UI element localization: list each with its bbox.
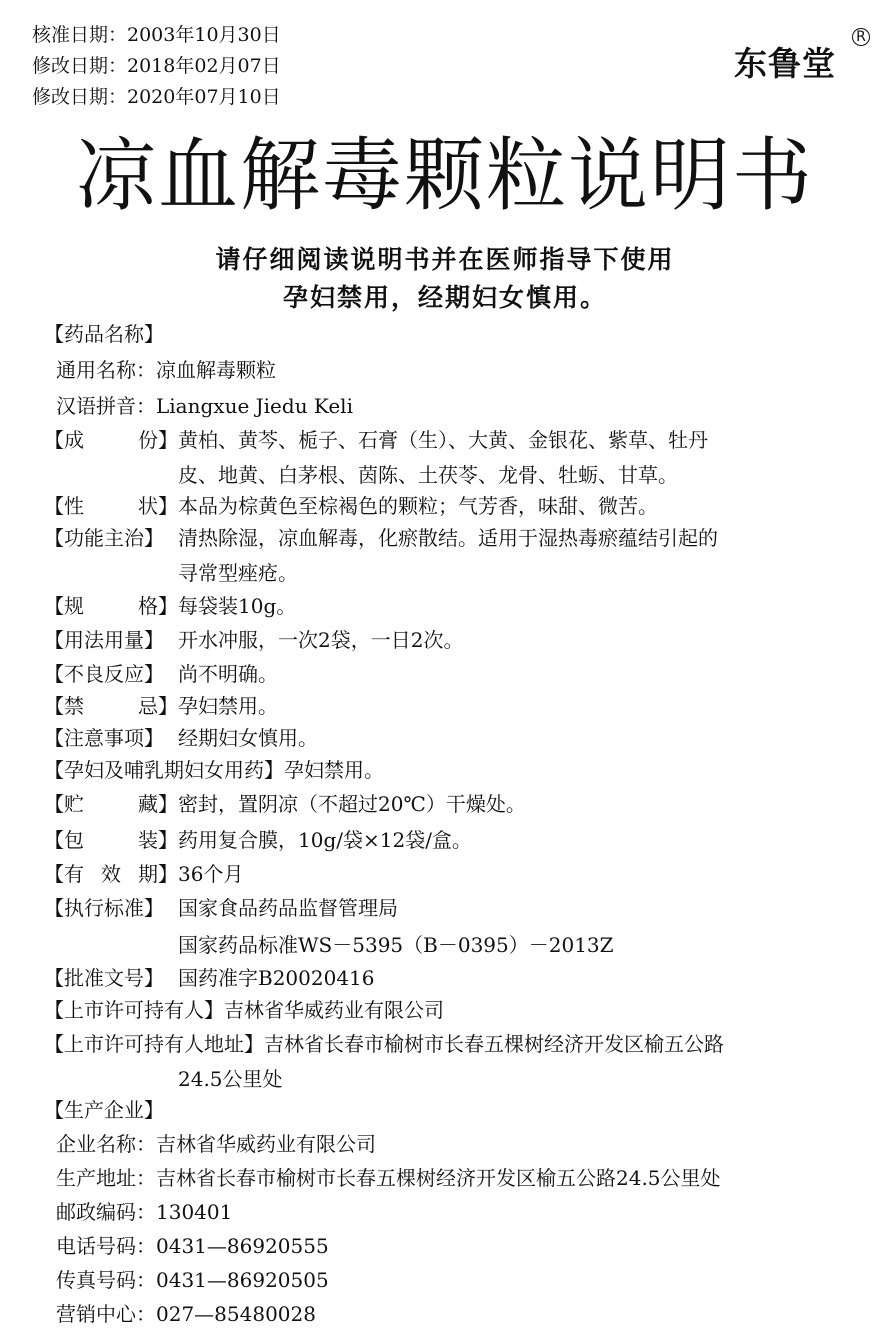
section-dosage [44,624,864,653]
spec-label: 【规 格】 [44,594,178,618]
section-spec [44,590,864,619]
contraindications-value: 孕妇禁用。 [178,694,278,718]
pinyin-name: 汉语拼音：Liangxue Jiedu Keli [56,394,353,418]
pregnancy-label: 【孕妇及哺乳期妇女用药】 [44,758,284,782]
contraindications-label: 【禁 忌】 [44,694,178,718]
manufacturer-company: 企业名称：吉林省华威药业有限公司 [56,1132,376,1156]
page-title: 凉血解毒颗粒说明书 [76,129,814,222]
standard-label: 【执行标准】 [44,896,164,920]
precautions-value: 经期妇女慎用。 [178,726,318,750]
approval-dates [32,20,281,113]
holder-label: 【上市许可持有人】 [44,998,224,1022]
dosage-value: 开水冲服，一次2袋，一日2次。 [178,628,464,652]
manufacturer-address: 生产地址：吉林省长春市榆树市长春五棵树经济开发区榆五公路24.5公里处 [56,1166,721,1190]
generic-name: 通用名称：凉血解毒颗粒 [56,358,276,382]
revision-date-1: 修改日期：2018年02月07日 [32,55,281,77]
holder-address-line2: 24.5公里处 [178,1067,283,1091]
section-indications [44,522,864,586]
manufacturer-postcode: 邮政编码：130401 [56,1200,233,1224]
pregnancy-value: 孕妇禁用。 [284,758,384,782]
section-storage [44,788,864,817]
package-value: 药用复合膜，10g/袋×12袋/盒。 [178,828,472,852]
ingredients-value: 黄柏、黄芩、栀子、石膏（生）、大黄、金银花、紫草、牡丹 皮、地黄、白茅根、茵陈、土茯苓、龙骨、牡蛎、甘草。 [178,428,708,487]
storage-label: 【贮 藏】 [44,792,178,816]
indications-label: 【功能主治】 [44,526,164,550]
adverse-label: 【不良反应】 [44,662,164,686]
section-validity [44,858,864,887]
validity-label: 【有 效 期】 [44,862,178,886]
manufacturer-phone: 电话号码：0431—86920555 [56,1234,329,1258]
section-ingredients [44,424,864,488]
warning-line-2: 孕妇禁用，经期妇女慎用。 [282,283,607,312]
section-standard [44,892,864,958]
section-package [44,824,864,853]
section-name-heading: 【药品名称】 [44,322,164,346]
ingredients-label: 【成 份】 [44,428,178,452]
holder-address-label: 【上市许可持有人地址】 [44,1032,264,1056]
section-properties [44,490,864,519]
package-label: 【包 装】 [44,828,178,852]
section-holder [44,994,864,1023]
spec-value: 每袋装10g。 [178,594,297,618]
section-manufacturer-heading: 【生产企业】 [44,1098,164,1122]
warning-line-1: 请仔细阅读说明书并在医师指导下使用 [215,245,675,274]
adverse-value: 尚不明确。 [178,662,278,686]
dosage-label: 【用法用量】 [44,628,164,652]
approval-label: 【批准文号】 [44,966,164,990]
precautions-label: 【注意事项】 [44,726,164,750]
revision-date-2: 修改日期：2020年07月10日 [32,86,281,108]
section-precautions [44,722,864,751]
section-holder-address [44,1028,864,1092]
storage-value: 密封，置阴凉（不超过20℃）干燥处。 [178,792,526,816]
approval-value: 国药准字B20020416 [178,966,375,990]
brand-logo: 东鲁堂 [734,44,836,83]
approval-date: 核准日期：2003年10月30日 [32,24,281,46]
section-adverse [44,658,864,687]
manufacturer-sales: 营销中心：027—85480028 [56,1302,316,1326]
standard-value: 国家食品药品监督管理局 国家药品标准WS－5395（B－0395）－2013Z [178,896,614,957]
section-contraindications [44,690,864,719]
manufacturer-fax: 传真号码：0431—86920505 [56,1268,329,1292]
holder-address-line1: 吉林省长春市榆树市长春五棵树经济开发区榆五公路 [264,1032,724,1056]
properties-label: 【性 状】 [44,494,178,518]
holder-value: 吉林省华威药业有限公司 [224,998,444,1022]
validity-value: 36个月 [178,862,244,886]
indications-value: 清热除湿，凉血解毒，化瘀散结。适用于湿热毒瘀蕴结引起的 寻常型痤疮。 [178,526,718,585]
registered-mark-icon: R [852,28,870,46]
properties-value: 本品为棕黄色至棕褐色的颗粒；气芳香，味甜、微苦。 [178,494,658,518]
section-pregnancy [44,754,864,783]
section-approval [44,962,864,991]
